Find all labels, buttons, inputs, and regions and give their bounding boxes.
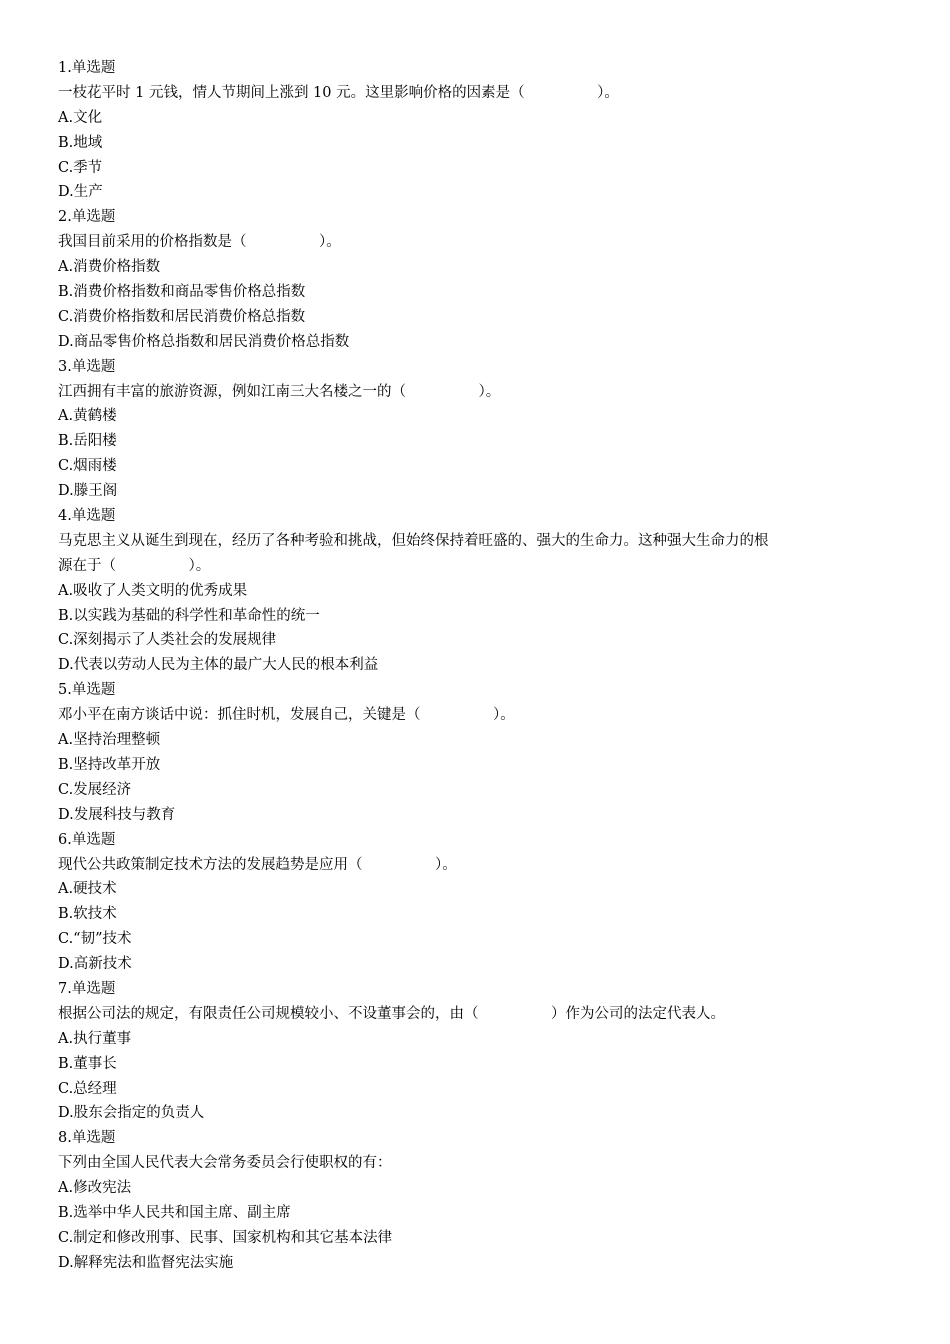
question-8 [58,1126,898,1275]
question-header: 2.单选题 [58,209,116,226]
option-d: D.滕王阁 [58,483,118,500]
question-1 [58,56,898,205]
question-header: 6.单选题 [58,831,116,848]
option-b: B.岳阳楼 [58,433,117,450]
question-header: 1.单选题 [58,60,116,76]
option-a: A.坚持治理整顿 [58,732,161,749]
option-a: A.修改宪法 [58,1180,132,1197]
question-stem: 邓小平在南方谈话中说：抓住时机，发展自己，关键是（ ）。 [58,707,515,724]
question-3 [58,355,898,504]
option-c: C.烟雨楼 [58,458,117,475]
option-d: D.生产 [58,184,103,201]
option-c: C.总经理 [58,1080,117,1097]
option-d: D.解释宪法和监督宪法实施 [58,1254,234,1271]
option-b: B.选举中华人民共和国主席、副主席 [58,1204,291,1221]
question-stem: 一枝花平时 1 元钱，情人节期间上涨到 10 元。这里影响价格的因素是（ ）。 [58,84,619,101]
option-a: A.黄鹤楼 [58,408,117,425]
option-c: C.深刻揭示了人类社会的发展规律 [58,632,277,649]
option-a: A.吸收了人类文明的优秀成果 [58,582,248,599]
question-stem: 江西拥有丰富的旅游资源，例如江南三大名楼之一的（ ）。 [58,383,501,400]
question-header: 8.单选题 [58,1130,116,1147]
question-header: 4.单选题 [58,508,116,525]
option-b: B.坚持改革开放 [58,756,161,773]
option-b: B.董事长 [58,1055,117,1072]
option-a: A.执行董事 [58,1030,132,1047]
option-d: D.发展科技与教育 [58,806,176,823]
question-stem: 我国目前采用的价格指数是（ ）。 [58,234,341,251]
option-d: D.代表以劳动人民为主体的最广大人民的根本利益 [58,657,379,674]
question-5 [58,678,898,827]
option-c: C.制定和修改刑事、民事、国家机构和其它基本法律 [58,1229,393,1246]
option-d: D.股东会指定的负责人 [58,1105,205,1122]
option-b: B.以实践为基础的科学性和革命性的统一 [58,607,320,624]
option-a: A.文化 [58,109,103,126]
option-a: A.消费价格指数 [58,259,161,276]
option-c: C.发展经济 [58,781,132,798]
question-6 [58,828,898,977]
option-b: B.软技术 [58,906,117,923]
exam-document [58,56,898,1276]
question-header: 7.单选题 [58,980,116,997]
question-stem: 现代公共政策制定技术方法的发展趋势是应用（ ）。 [58,856,457,873]
question-header: 3.单选题 [58,358,116,375]
question-stem-line-2: 源在于（ ）。 [58,557,211,574]
question-header: 5.单选题 [58,682,116,699]
option-b: B.消费价格指数和商品零售价格总指数 [58,284,306,301]
option-c: C.“韧”技术 [58,931,132,948]
question-stem: 下列由全国人民代表大会常务委员会行使职权的有： [58,1155,392,1172]
option-c: C.季节 [58,159,103,176]
option-d: D.高新技术 [58,956,132,973]
option-c: C.消费价格指数和居民消费价格总指数 [58,308,306,325]
option-b: B.地域 [58,134,103,151]
option-d: D.商品零售价格总指数和居民消费价格总指数 [58,333,350,350]
question-2 [58,205,898,354]
question-stem-line-1: 马克思主义从诞生到现在，经历了各种考验和挑战，但始终保持着旺盛的、强大的生命力。这种强大生命力的根 [58,532,769,549]
question-stem: 根据公司法的规定，有限责任公司规模较小、不设董事会的，由（ ）作为公司的法定代表人。 [58,1005,725,1022]
option-a: A.硬技术 [58,881,117,898]
question-4 [58,504,898,678]
question-7 [58,977,898,1126]
